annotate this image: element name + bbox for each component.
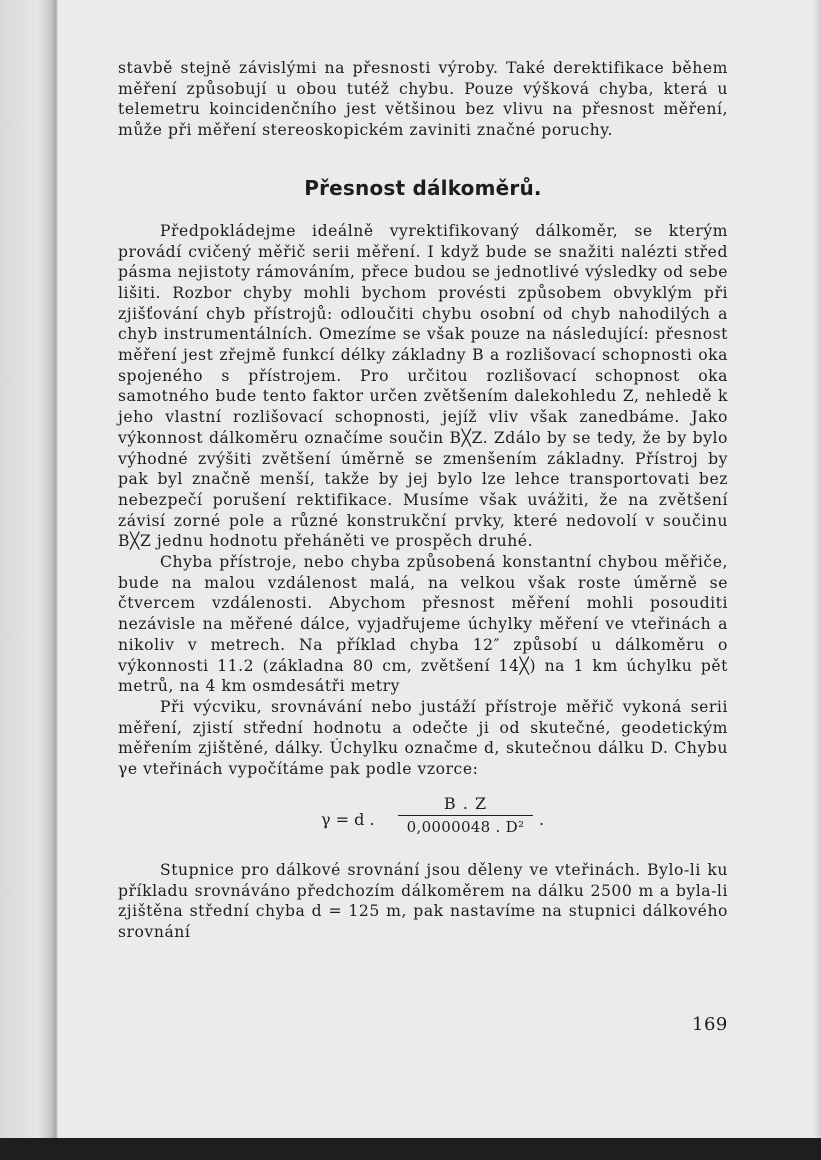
formula-denominator: 0,0000048 . D² [406,817,525,836]
formula-end: . [539,809,545,829]
formula-fraction [398,794,533,836]
page-number: 169 [692,1014,728,1035]
paragraph-instrument-error: Chyba přístroje, nebo chyba způsobená konstantní chybou měřiče, bude na malou vzdálenost malá, na velkou však roste úměrně se čtvercem vzdálenosti. Abychom přesnost měření mohli posouditi nezávisle na měřené dálce, vyjadřujeme úchylky měření ve vteřinách a nikoliv v metrech. Na příklad chyba 12″ způsobí u dálkoměru o výkonnosti 11.2 (základna 80 cm, zvětšení 14╳) na 1 km úchylku pět metrů, na 4 km osmdesátři metry [118,553,728,696]
paragraph-training-formula-intro: Při výcviku, srovnávání nebo justáží přístroje měřič vykoná serii měření, zjistí střední hodnotu a odečte ji od skutečné, geodetickým měřením zjištěné, dálky. Úchylku označme d, skutečnou dálku D. Chybu γe vteřinách vypočítáme pak podle vzorce: [118,697,728,779]
section-heading: Přesnost dálkoměrů. [304,175,542,200]
book-binding-shadow [0,0,58,1160]
paragraph-rangefinder-accuracy: Předpokládejme ideálně vyrektifikovaný dálkoměr, se kterým provádí cvičený měřič serii měření. I když bude se snažiti nalézti střed pásma nejistoty rámováním, přece budou se jednotlivé výsledky od sebe lišiti. Rozbor chyby mohli bychom provésti způsobem obvyklým při zjišťování chyb přístrojů: odloučiti chybu osobní od chyb nahodilých a chyb instrumentálních. Omezíme se však pouze na následující: přesnost měření jest zřejmě funkcí délky základny B a rozlišovací schopnosti oka spojeného s přístrojem. Pro určitou rozlišovací schopnost oka samotného bude tento faktor určen zvětšením dalekohledu Z, nehledě k jeho vlastní rozlišovací schopnosti, jejíž vliv však zanedbáme. Jako výkonnost dálkoměru označíme součin B╳Z. Zdálo by se tedy, že by bylo výhodné zvýšiti zvětšení úměrně se zmenšením základny. Přístroj by pak byl značně menší, takže by jej bylo lze lehce transportovati bez nebezpečí porušení rektifikace. Musíme však uvážiti, že na zvětšení závisí zorné pole a různé konstrukční prvky, které nedovolí v součinu B╳Z jednu hodnotu přeháněti ve prospěch druhé. [118,221,728,551]
formula-lhs: γ = d . [321,809,375,829]
page-edge-shadow [813,0,821,1160]
book-page-text [118,58,728,943]
paragraph-continuation: stavbě stejně závislými na přesnosti výroby. Také derektifikace během měření způsobují u obou tutéž chybu. Pouze výšková chyba, která u telemetru koincidenčního jest většinou bez vlivu na přesnost měření, může při měření stereoskopickém zaviniti značné poruchy. [118,59,728,140]
formula-numerator: B . Z [398,794,533,816]
error-formula [118,792,728,846]
paragraph-scale-calibration: Stupnice pro dálkové srovnání jsou děleny ve vteřinách. Bylo-li ku příkladu srovnáváno předchozím dálkoměrem na dálku 2500 m a byla-li zjištěna střední chyba d = 125 m, pak nastavíme na stupnici dálkového srovnání [118,860,728,941]
scan-bottom-strip [0,1138,821,1160]
